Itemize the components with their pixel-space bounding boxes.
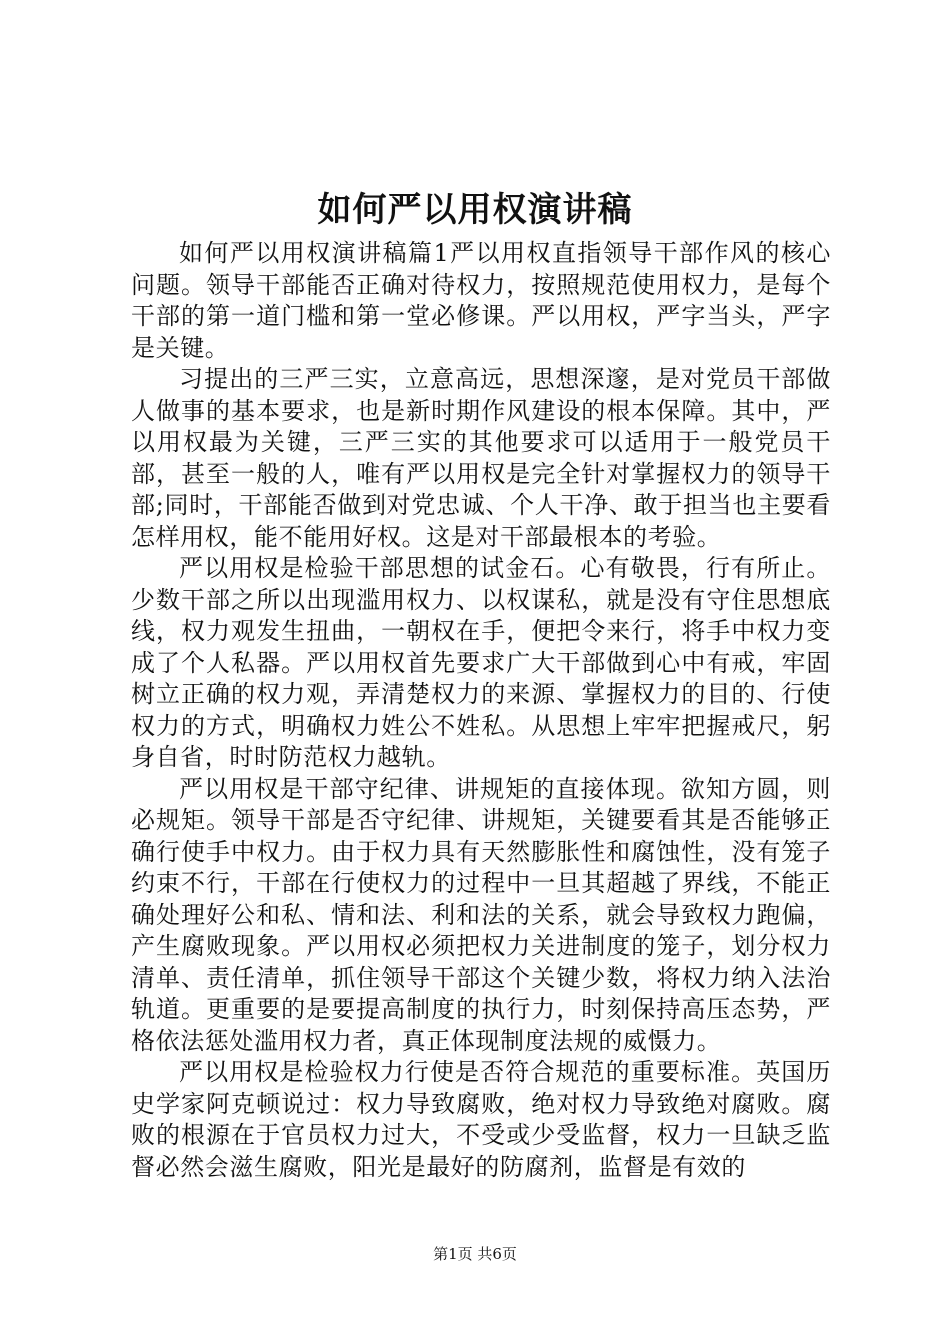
paragraph-2: 习提出的三严三实，立意高远，思想深邃，是对党员干部做人做事的基本要求，也是新时期作风建设的根本保障。其中，严以用权最为关键，三严三实的其他要求可以适用于一般党员干部，甚至一般的人，唯有严以用权是完全针对掌握权力的领导干部;同时，干部能否做到对党忠诚、个人干净、敢于担当也主要看怎样用权，能不能用好权。这是对干部最根本的考验。	[131, 365, 831, 551]
paragraph-3: 严以用权是检验干部思想的试金石。心有敬畏，行有所止。少数干部之所以出现滥用权力、以权谋私，就是没有守住思想底线，权力观发生扭曲，一朝权在手，便把令来行，将手中权力变成了个人私器。严以用权首先要求广大干部做到心中有戒，牢固树立正确的权力观，弄清楚权力的来源、掌握权力的目的、行使权力的方式，明确权力姓公不姓私。从思想上牢牢把握戒尺，躬身自省，时时防范权力越轨。	[131, 554, 831, 771]
paragraph-4: 严以用权是干部守纪律、讲规矩的直接体现。欲知方圆，则必规矩。领导干部是否守纪律、讲规矩，关键要看其是否能够正确行使手中权力。由于权力具有天然膨胀性和腐蚀性，没有笼子约束不行，干部在行使权力的过程中一旦其超越了界线，不能正确处理好公和私、情和法、利和法的关系，就会导致权力跑偏，产生腐败现象。严以用权必须把权力关进制度的笼子，划分权力清单、责任清单，抓住领导干部这个关键少数，将权力纳入法治轨道。更重要的是要提高制度的执行力，时刻保持高压态势，严格依法惩处滥用权力者，真正体现制度法规的威慑力。	[131, 774, 831, 1055]
document-title: 如何严以用权演讲稿	[317, 190, 633, 230]
paragraph-1: 如何严以用权演讲稿篇1严以用权直指领导干部作风的核心问题。领导干部能否正确对待权力，按照规范使用权力，是每个干部的第一道门槛和第一堂必修课。严以用权，严字当头，严字是关键。	[131, 239, 831, 362]
paragraph-5: 严以用权是检验权力行使是否符合规范的重要标准。英国历史学家阿克顿说过：权力导致腐败，绝对权力导致绝对腐败。腐败的根源在于官员权力过大，不受或少受监督，权力一旦缺乏监督必然会滋生腐败，阳光是最好的防腐剂，监督是有效的	[131, 1058, 831, 1181]
page-footer: 第1页 共6页	[433, 1245, 517, 1263]
document-body	[131, 238, 831, 1183]
